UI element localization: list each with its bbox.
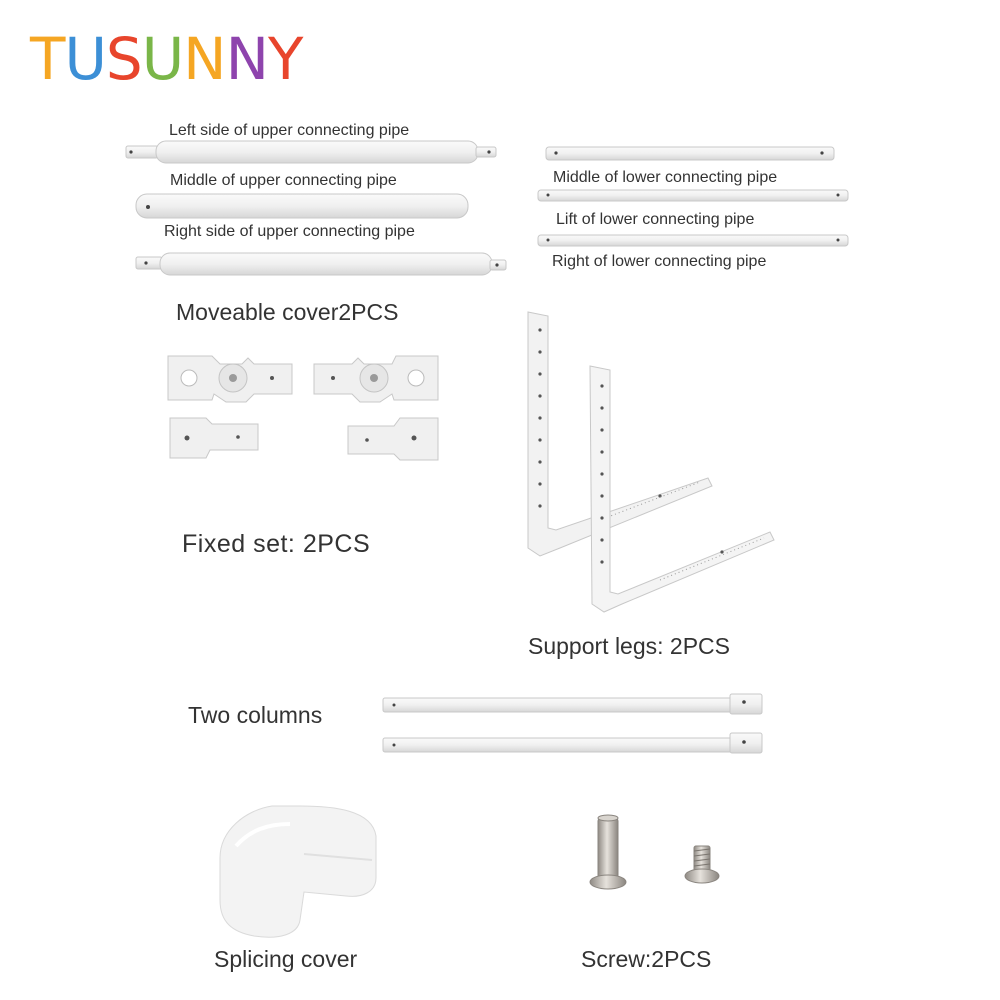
support-leg-back — [528, 312, 712, 556]
lower-pipe-1 — [546, 147, 834, 160]
lower-pipe-2 — [538, 190, 848, 201]
logo-letter-u: U — [64, 25, 106, 93]
label-two-columns: Two columns — [188, 702, 323, 728]
label-upper-left-pipe: Left side of upper connecting pipe — [169, 122, 410, 139]
column-1 — [383, 694, 762, 714]
label-fixed-set: Fixed set: 2PCS — [182, 530, 371, 558]
screw-long — [590, 815, 626, 889]
logo-letter-n: N — [183, 25, 226, 93]
label-upper-middle-pipe: Middle of upper connecting pipe — [170, 172, 397, 189]
fixed-piece-left — [170, 418, 258, 458]
label-lower-left-pipe: Lift of lower connecting pipe — [556, 211, 755, 228]
logo-letter-y: Y — [267, 25, 303, 93]
logo-letter-s: S — [105, 25, 142, 93]
logo-letter-n2: N — [225, 25, 268, 93]
splicing-cover — [220, 806, 376, 937]
logo-letter-t: T — [30, 25, 65, 93]
moveable-cover-right — [314, 356, 438, 402]
label-upper-right-pipe: Right side of upper connecting pipe — [164, 223, 415, 240]
upper-left-pipe — [126, 141, 496, 163]
label-lower-right-pipe: Right of lower connecting pipe — [552, 253, 767, 270]
moveable-cover-left — [168, 356, 292, 402]
label-lower-middle-pipe: Middle of lower connecting pipe — [553, 169, 778, 186]
label-support-legs: Support legs: 2PCS — [528, 633, 731, 659]
logo-letter-u2: U — [141, 25, 184, 93]
label-screw: Screw:2PCS — [581, 946, 712, 972]
lower-pipe-3 — [538, 235, 848, 246]
column-2 — [383, 733, 762, 753]
fixed-piece-right — [348, 418, 438, 460]
label-splicing-cover: Splicing cover — [214, 946, 358, 972]
upper-middle-pipe — [136, 194, 468, 218]
label-moveable-cover: Moveable cover2PCS — [176, 299, 399, 325]
screw-short — [685, 846, 719, 883]
upper-right-pipe — [136, 253, 506, 275]
